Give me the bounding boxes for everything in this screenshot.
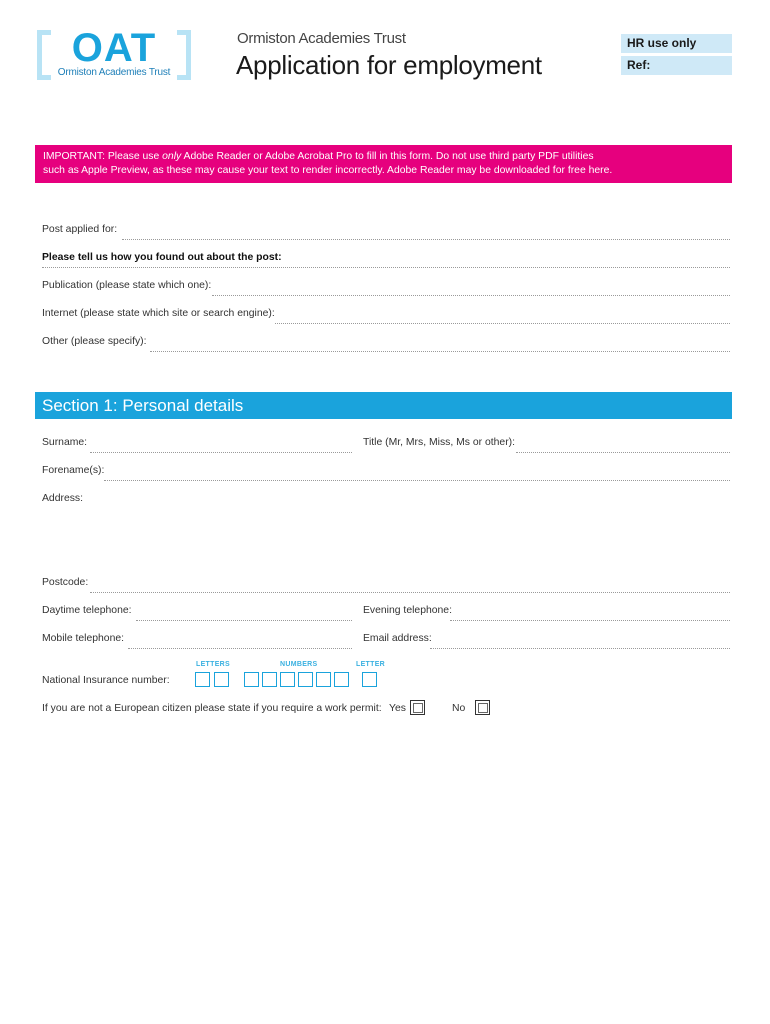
important-notice — [35, 145, 732, 183]
logo-subtitle: Ormiston Academies Trust — [57, 67, 171, 78]
surname-label: Surname: — [42, 437, 88, 448]
ni-number-box-3[interactable] — [280, 672, 295, 687]
other-label: Other (please specify): — [42, 336, 147, 347]
ni-number-label: National Insurance number: — [42, 675, 170, 686]
address-label: Address: — [42, 493, 84, 504]
mobile-telephone-label: Mobile telephone: — [42, 633, 125, 644]
notice-line-1-end: Adobe Reader or Adobe Acrobat Pro to fill in this form. Do not use third party PDF utilities — [181, 151, 594, 162]
ni-letter-box-1[interactable] — [195, 672, 210, 687]
ni-letter-box-2[interactable] — [214, 672, 229, 687]
other-input[interactable] — [150, 351, 730, 352]
publication-input[interactable] — [212, 295, 730, 296]
forenames-label: Forename(s): — [42, 465, 105, 476]
work-permit-no-label: No — [452, 703, 466, 714]
postcode-label: Postcode: — [42, 577, 89, 588]
internet-label: Internet (please state which site or search engine): — [42, 308, 275, 319]
daytime-telephone-label: Daytime telephone: — [42, 605, 132, 616]
email-input[interactable] — [430, 648, 730, 649]
hr-use-box — [621, 34, 732, 75]
ni-number-box-1[interactable] — [244, 672, 259, 687]
how-found-label: Please tell us how you found out about the post: — [42, 252, 282, 263]
page-title: Application for employment — [236, 50, 542, 80]
logo-right-bracket — [177, 30, 191, 80]
notice-line-2[interactable]: such as Apple Preview, as these may cause your text to render incorrectly. Adobe Reader may be downloaded for free here. — [43, 165, 613, 176]
ni-number-box-5[interactable] — [316, 672, 331, 687]
evening-telephone-label: Evening telephone: — [363, 605, 452, 616]
post-applied-label: Post applied for: — [42, 224, 118, 235]
ni-number-box-4[interactable] — [298, 672, 313, 687]
ni-numbers-header: NUMBERS — [280, 661, 318, 668]
work-permit-yes-label: Yes — [389, 703, 406, 714]
work-permit-question: If you are not a European citizen please state if you require a work permit: — [42, 703, 382, 714]
ni-letter-header: LETTER — [356, 661, 386, 668]
email-label: Email address: — [363, 633, 432, 644]
title-input[interactable] — [516, 452, 730, 453]
how-found-underline — [42, 267, 730, 268]
post-applied-input[interactable] — [122, 239, 730, 240]
surname-input[interactable] — [90, 452, 352, 453]
publication-label: Publication (please state which one): — [42, 280, 212, 291]
internet-input[interactable] — [275, 323, 730, 324]
section-1-heading: Section 1: Personal details — [35, 392, 732, 419]
ni-number-box-6[interactable] — [334, 672, 349, 687]
address-input[interactable] — [84, 490, 730, 570]
ni-number-box-2[interactable] — [262, 672, 277, 687]
ni-letters-header: LETTERS — [196, 661, 230, 668]
work-permit-no-checkbox[interactable] — [475, 700, 490, 715]
work-permit-yes-checkbox[interactable] — [410, 700, 425, 715]
evening-telephone-input[interactable] — [450, 620, 730, 621]
logo-text: OAT — [71, 26, 157, 70]
daytime-telephone-input[interactable] — [136, 620, 352, 621]
notice-line-1 — [43, 150, 732, 164]
postcode-input[interactable] — [90, 592, 730, 593]
notice-emphasis: only — [162, 151, 182, 162]
notice-line-1-start: IMPORTANT: Please use — [43, 151, 163, 162]
forenames-input[interactable] — [104, 480, 730, 481]
title-label: Title (Mr, Mrs, Miss, Ms or other): — [363, 437, 516, 448]
hr-use-label: HR use only — [621, 34, 732, 53]
mobile-telephone-input[interactable] — [128, 648, 352, 649]
organisation-name: Ormiston Academies Trust — [237, 30, 406, 47]
oat-logo — [37, 26, 191, 82]
ni-final-letter-box[interactable] — [362, 672, 377, 687]
ref-field[interactable]: Ref: — [621, 56, 732, 75]
